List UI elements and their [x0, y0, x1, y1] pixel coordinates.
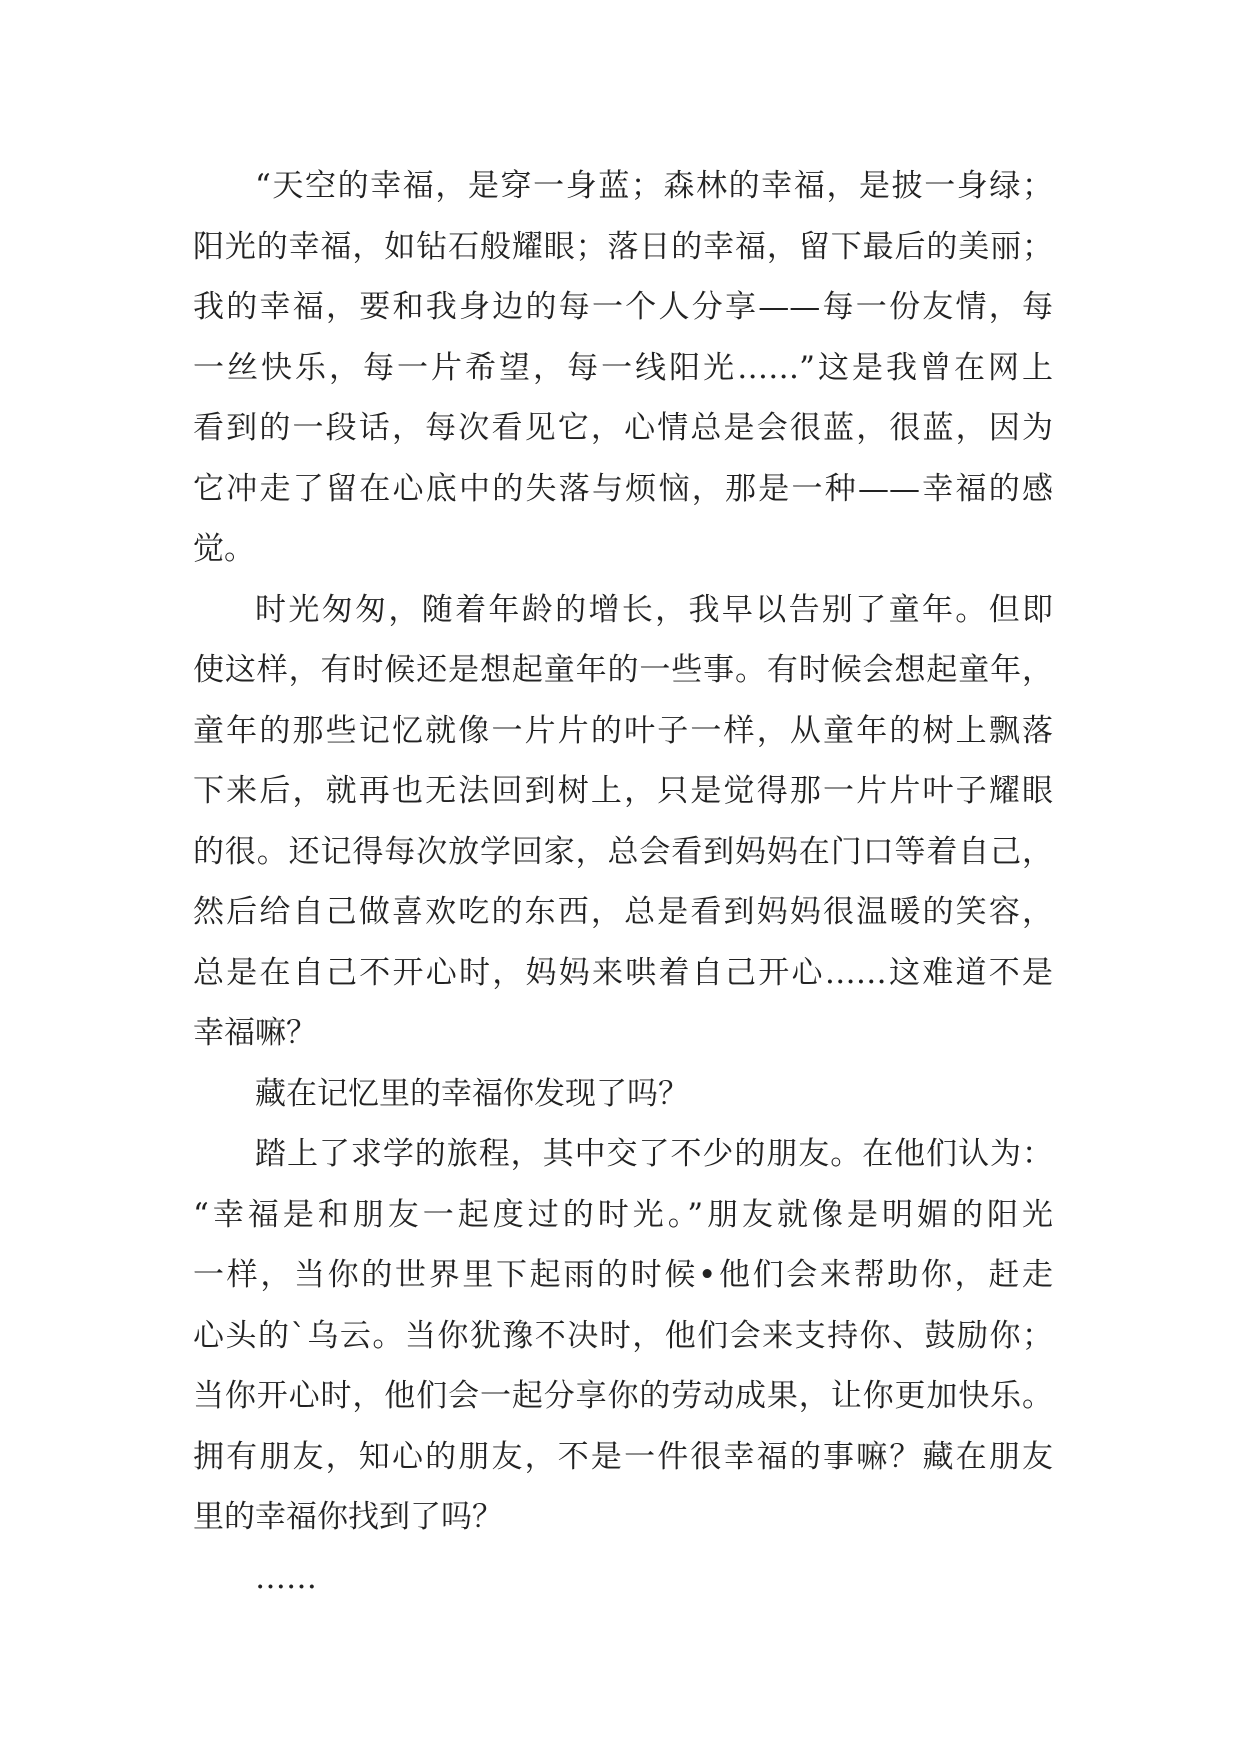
paragraph [193, 156, 1053, 580]
text-line: 的很。还记得每次放学回家，总会看到妈妈在门口等着自己， [193, 833, 1053, 870]
text-line: 阳光的幸福，如钻石般耀眼；落日的幸福，留下最后的美丽； [193, 228, 1053, 265]
text-line: 一样，当你的世界里下起雨的时候•他们会来帮助你，赶走 [193, 1257, 1053, 1293]
document-body [193, 156, 1053, 1608]
paragraph [193, 1548, 1053, 1609]
ellipsis-line: …… [255, 1559, 317, 1596]
text-line: 它冲走了留在心底中的失落与烦恼，那是一种——幸福的感 [193, 470, 1053, 507]
text-line: “幸福是和朋友一起度过的时光。”朋友就像是明媚的阳光 [193, 1196, 1053, 1233]
text-line: 当你开心时，他们会一起分享你的劳动成果，让你更加快乐。 [193, 1378, 1053, 1414]
text-line: 里的幸福你找到了吗？ [193, 1499, 503, 1535]
text-line: 藏在记忆里的幸福你发现了吗？ [255, 1075, 689, 1112]
paragraph [193, 1064, 1053, 1125]
text-line: 拥有朋友，知心的朋友，不是一件很幸福的事嘛？藏在朋友 [193, 1438, 1053, 1475]
text-line: “天空的幸福，是穿一身蓝；森林的幸福，是披一身绿； [255, 168, 1053, 204]
text-line: 幸福嘛？ [193, 1015, 317, 1051]
text-line: 一丝快乐，每一片希望，每一线阳光……”这是我曾在网上 [193, 349, 1053, 386]
text-line: 心头的`乌云。当你犹豫不决时，他们会来支持你、鼓励你； [193, 1317, 1053, 1354]
text-line: 看到的一段话，每次看见它，心情总是会很蓝，很蓝，因为 [193, 410, 1053, 446]
text-line: 我的幸福，要和我身边的每一个人分享——每一份友情，每 [193, 289, 1053, 325]
text-line: 然后给自己做喜欢吃的东西，总是看到妈妈很温暖的笑容， [193, 894, 1053, 930]
text-line: 童年的那些记忆就像一片片的叶子一样，从童年的树上飘落 [193, 712, 1053, 749]
text-line: 总是在自己不开心时，妈妈来哄着自己开心……这难道不是 [193, 954, 1053, 991]
text-line: 踏上了求学的旅程，其中交了不少的朋友。在他们认为： [255, 1136, 1053, 1172]
text-line: 时光匆匆，随着年龄的增长，我早以告别了童年。但即 [255, 591, 1053, 628]
paragraph [193, 580, 1053, 1064]
paragraph [193, 1124, 1053, 1548]
text-line: 觉。 [193, 531, 255, 567]
text-line: 下来后，就再也无法回到树上，只是觉得那一片片叶子耀眼 [193, 773, 1053, 809]
text-line: 使这样，有时候还是想起童年的一些事。有时候会想起童年， [193, 652, 1053, 688]
